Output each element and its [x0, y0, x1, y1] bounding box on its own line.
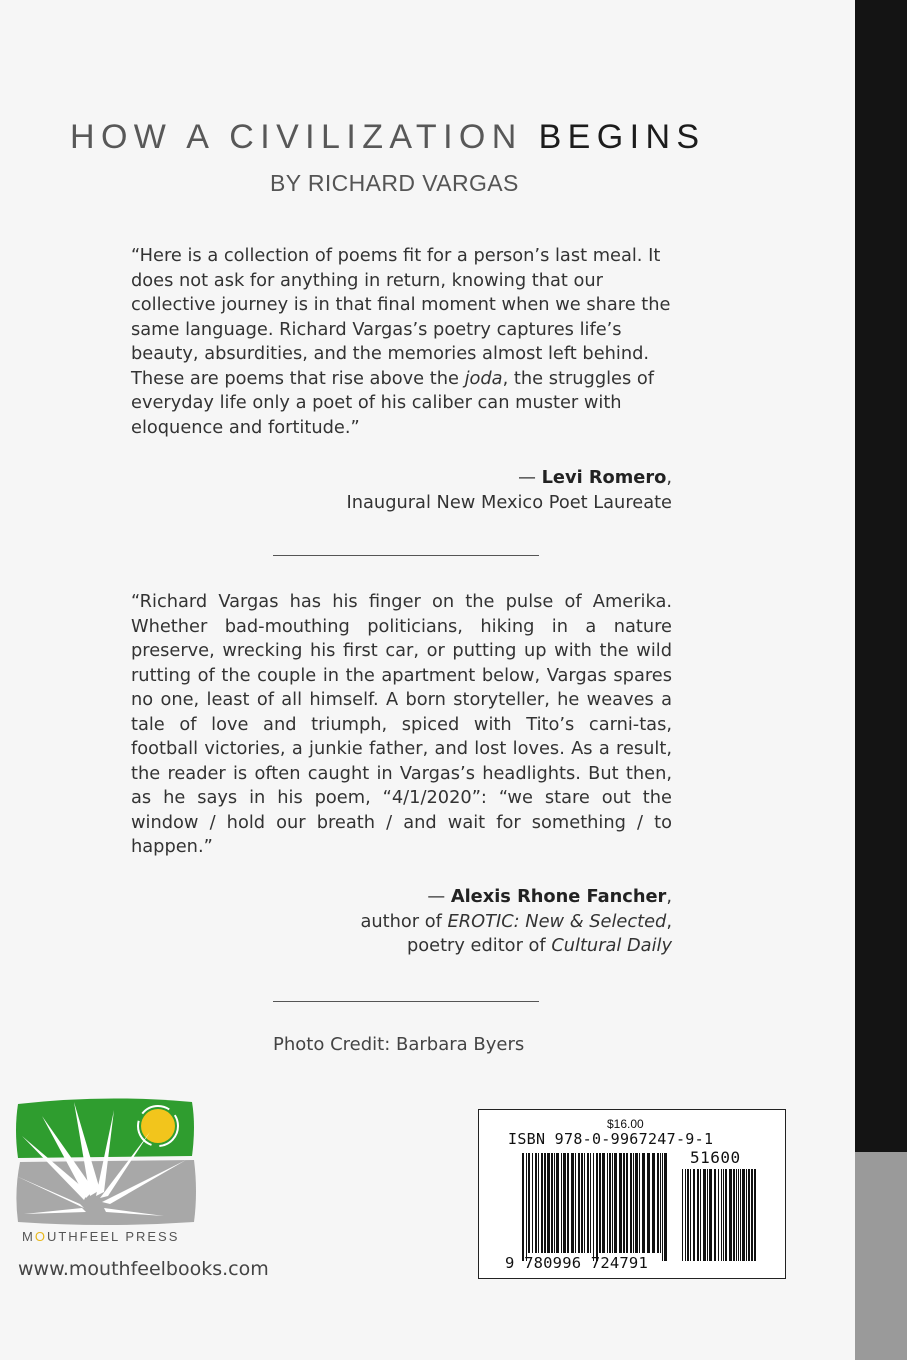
addon-barcode-bar — [733, 1169, 735, 1261]
attribution-1-name-line — [347, 466, 672, 491]
attribution-2-role-1-prefix: author of — [360, 910, 448, 932]
divider-rule — [273, 555, 539, 556]
publisher-name — [22, 1229, 179, 1244]
blurb-quote-2: “Richard Vargas has his finger on the pulse of Amerika. Whether bad-mouthing politicians, hiking in a nature preserve, wrecking his first car, or putting up with the wild rutting of the couple in the apartment below, Vargas spares no one, least of all himself. A born storyteller, he weaves a tale of love and triumph, spiced with Tito’s carni-tas, football victories, a junkie father, and lost loves. As a result, the reader is often caught in Vargas’s headlights. But then, as he says in his poem, “4/1/2020”: “we stare out the window / hold our breath / and wait for something / to happen.” — [131, 591, 672, 857]
barcode-bar — [619, 1153, 622, 1253]
blurb-quote-1-italic: joda — [464, 367, 503, 389]
addon-barcode-bar — [754, 1169, 756, 1261]
barcode-bar — [567, 1153, 569, 1253]
barcode-bar — [630, 1153, 632, 1253]
publisher-name-o: O — [34, 1229, 47, 1244]
barcode-bar — [652, 1153, 655, 1253]
barcode-bar — [633, 1153, 634, 1253]
barcode-bar — [623, 1153, 625, 1253]
publisher-website: www.mouthfeelbooks.com — [18, 1258, 269, 1280]
barcode-bar — [571, 1153, 574, 1253]
barcode-bar — [607, 1153, 608, 1253]
barcode-bar — [578, 1153, 580, 1253]
addon-barcode-bar — [693, 1169, 695, 1261]
addon-barcode-bar — [746, 1169, 747, 1261]
barcode-bar — [551, 1153, 553, 1253]
attribution-2-name: Alexis Rhone Fancher — [450, 886, 667, 907]
addon-barcode-bar — [738, 1169, 739, 1261]
addon-barcode-bar — [700, 1169, 701, 1261]
addon-barcode-bar — [709, 1169, 712, 1261]
barcode-bar — [547, 1153, 550, 1253]
addon-barcode-bar — [714, 1169, 716, 1261]
attribution-2-role-2-title: Cultural Daily — [551, 935, 672, 956]
addon-barcode-bar — [748, 1169, 750, 1261]
barcode-bar — [635, 1153, 638, 1253]
addon-barcode-bar — [742, 1169, 745, 1261]
barcode-bar — [561, 1153, 562, 1253]
barcode-bar — [538, 1153, 539, 1253]
barcode-bar — [639, 1153, 640, 1253]
attribution-2-dash: — — [427, 886, 451, 907]
attribution-1-name: Levi Romero — [541, 467, 667, 488]
addon-barcode-bar — [736, 1169, 737, 1261]
addon-barcode-bar — [703, 1169, 706, 1261]
blurb-quote-1-part1: “Here is a collection of poems fit for a person’s last meal. It does not ask for anything in return, knowing that our collective journey is in that final moment when we share the same language. Richard Vargas’s poetry captures life’s beauty, absurdities, and the memories almost left behind. These are poems that rise above the — [131, 245, 671, 389]
addon-barcode-bar — [751, 1169, 753, 1261]
spine-edge-grey — [855, 1152, 907, 1360]
attribution-2-role-1-title: EROTIC: New & Selected — [447, 910, 667, 932]
addon-barcode-bar — [725, 1169, 727, 1261]
blurb-attribution-1 — [347, 466, 672, 515]
photo-credit: Photo Credit: Barbara Byers — [273, 1034, 525, 1055]
barcode-bar — [554, 1153, 555, 1253]
mouthfeel-sun-agave-icon — [14, 1096, 198, 1228]
barcode-isbn: ISBN 978-0-9967247-9-1 — [508, 1130, 714, 1148]
barcode-bar — [664, 1153, 667, 1261]
barcode-bar — [535, 1153, 537, 1253]
barcode-bar — [593, 1153, 594, 1261]
barcode-bar — [563, 1153, 566, 1253]
attribution-2-name-line — [361, 885, 673, 910]
barcode-bar — [581, 1153, 583, 1253]
barcode-bar — [602, 1153, 605, 1253]
addon-barcode-bar — [740, 1169, 741, 1261]
addon-barcode-bar — [682, 1169, 683, 1261]
blurb-quote-1-part2: , the struggles of everyday life only a poet of his caliber can muster with eloquence and fortitude.” — [131, 367, 655, 438]
barcode-bar — [522, 1153, 524, 1261]
divider-rule — [273, 1001, 539, 1002]
barcode-bar — [626, 1153, 628, 1253]
blurb-quote-1 — [131, 244, 672, 440]
barcode-bar — [544, 1153, 546, 1253]
barcode-bar — [584, 1153, 585, 1253]
attribution-1-dash: — — [518, 467, 542, 488]
barcode-bar — [614, 1153, 617, 1253]
spine-edge-dark — [855, 0, 907, 1152]
blurb-attribution-2 — [361, 885, 673, 959]
addon-barcode-bar — [723, 1169, 724, 1261]
barcode-bar — [662, 1153, 663, 1261]
barcode-bar — [599, 1153, 601, 1253]
barcode-price: $16.00 — [607, 1117, 644, 1131]
barcode-bar — [532, 1153, 533, 1253]
barcode-bar — [596, 1153, 598, 1261]
book-title — [70, 118, 770, 157]
publisher-name-rest: UTHFEEL PRESS — [46, 1229, 180, 1244]
barcode-bar — [660, 1153, 661, 1253]
barcode-addon-code: 51600 — [690, 1148, 741, 1167]
barcode-bar — [587, 1153, 589, 1253]
attribution-2-role-1-comma: , — [666, 910, 672, 932]
book-title-light: HOW A CIVILIZATION — [70, 118, 523, 156]
book-title-dark: BEGINS — [538, 118, 706, 156]
barcode-bar — [609, 1153, 611, 1253]
attribution-1-role: Inaugural New Mexico Poet Laureate — [346, 491, 672, 513]
addon-barcode-bar — [685, 1169, 686, 1261]
barcode-bar — [528, 1153, 530, 1253]
addon-barcode-bar — [729, 1169, 732, 1261]
barcode-bar — [541, 1153, 543, 1253]
attribution-2-comma: , — [666, 886, 672, 907]
book-byline: BY RICHARD VARGAS — [270, 170, 519, 196]
barcode-bar — [647, 1153, 650, 1253]
attribution-2-role-1 — [361, 910, 673, 935]
barcode-bar — [556, 1153, 559, 1253]
addon-barcode-bar — [718, 1169, 719, 1261]
barcode-bar — [590, 1153, 591, 1253]
addon-barcode-bar — [707, 1169, 708, 1261]
barcode-bar — [657, 1153, 659, 1253]
publisher-name-m: M — [22, 1229, 35, 1244]
barcode-bar — [526, 1153, 527, 1261]
barcode-ean-digits: 9 780996 724791 — [505, 1254, 648, 1272]
attribution-1-comma: , — [666, 467, 672, 488]
addon-barcode-bar — [721, 1169, 722, 1261]
attribution-2-role-2-prefix: poetry editor of — [406, 935, 552, 956]
addon-barcode-bar — [697, 1169, 699, 1261]
barcode-bar — [575, 1153, 576, 1253]
attribution-2-role-2 — [361, 934, 673, 959]
addon-barcode-bar — [687, 1169, 689, 1261]
barcode-bar — [642, 1153, 645, 1253]
barcode-bar — [612, 1153, 613, 1253]
addon-barcode-bar — [690, 1169, 691, 1261]
